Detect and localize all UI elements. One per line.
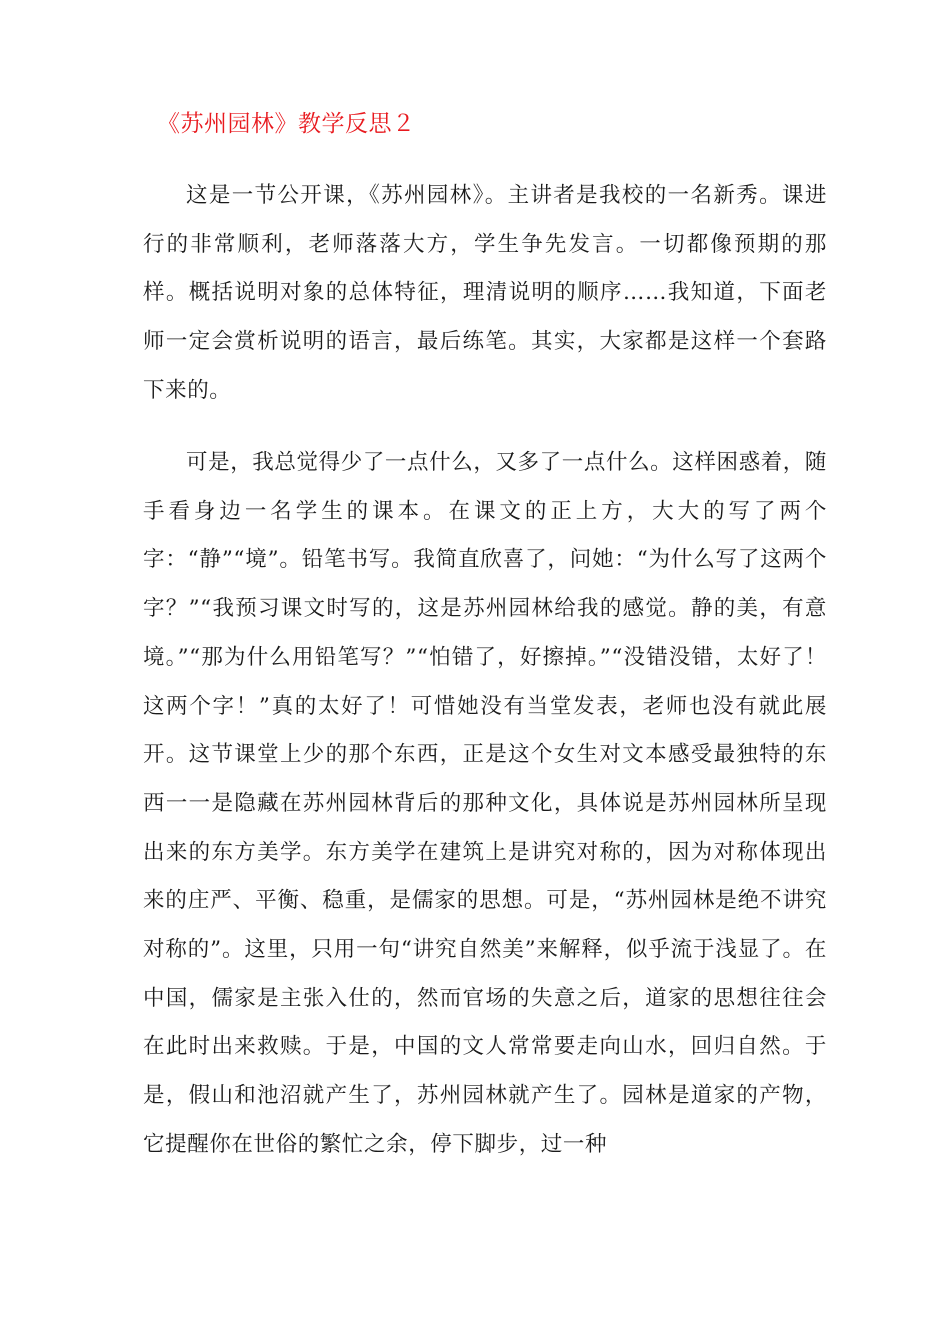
document-title: 《苏州园林》教学反思２ — [157, 111, 416, 137]
paragraph-1: 这是一节公开课，《苏州园林》。主讲者是我校的一名新秀。课进行的非常顺利，老师落落大方，学生争先发言。一切都像预期的那样。概括说明对象的总体特征，理清说明的顺序……我知道，下面老师一定会赏析说明的语言，最后练笔。其实，大家都是这样一个套路下来的。 — [143, 183, 827, 403]
paragraph-2: 可是，我总觉得少了一点什么，又多了一点什么。这样困惑着，随手看身边一名学生的课本。在课文的正上方，大大的写了两个字：“静”“境”。铅笔书写。我简直欣喜了，问她：“为什么写了这两个字？”“我预习课文时写的，这是苏州园林给我的感觉。静的美，有意境。”“那为什么用铅笔写？”“怕错了，好擦掉。”“没错没错，太好了！这两个字！”真的太好了！可惜她没有当堂发表，老师也没有就此展开。这节课堂上少的那个东西，正是这个女生对文本感受最独特的东西一一是隐藏在苏州园林背后的那种文化，具体说是苏州园林所呈现出来的东方美学。东方美学在建筑上是讲究对称的，因为对称体现出来的庄严、平衡、稳重，是儒家的思想。可是，“苏州园林是绝不讲究对称的”。这里，只用一句“讲究自然美”来解释，似乎流于浅显了。在中国，儒家是主张入仕的，然而官场的失意之后，道家的思想往往会在此时出来救赎。于是，中国的文人常常要走向山水，回归自然。于是，假山和池沼就产生了，苏州园林就产生了。园林是道家的产物，它提醒你在世俗的繁忙之余，停下脚步，过一种 — [143, 450, 827, 1157]
